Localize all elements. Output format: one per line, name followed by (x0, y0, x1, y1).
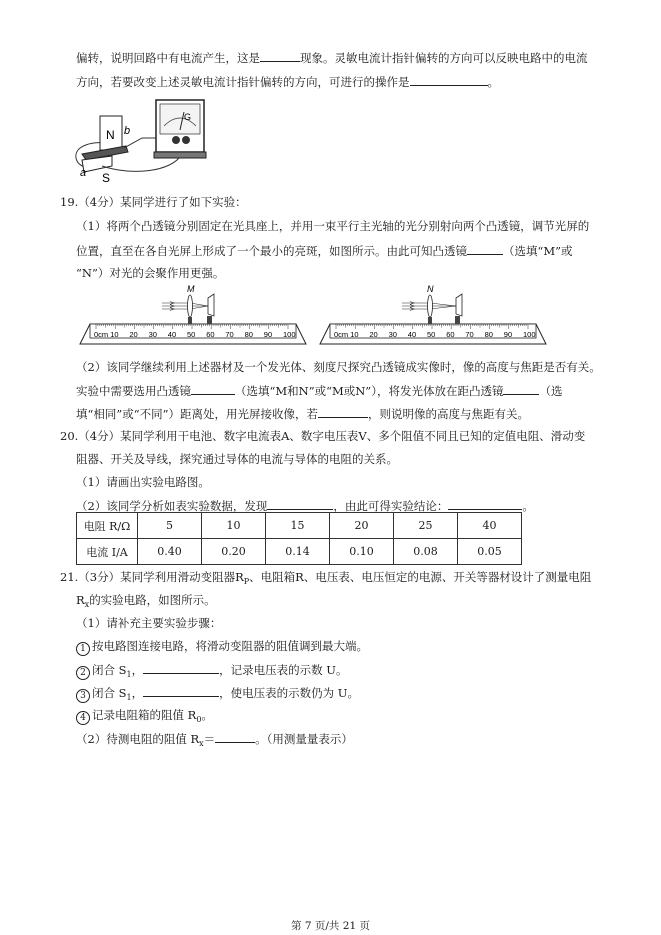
q20-header-line1: 20.（4分）某同学利用干电池、数字电流表A、数字电压表V、多个阻值不同且已知的定值电阻、滑动变 (60, 429, 586, 443)
point-a-label: a (80, 167, 87, 179)
light-ray (430, 306, 456, 309)
s-pole-label: S (102, 171, 111, 184)
q21-text: ＝ (203, 732, 216, 746)
tick-label: 50 (427, 330, 436, 339)
table-cell: 25 (394, 513, 458, 539)
tick-label: 70 (465, 330, 474, 339)
answer-blank[interactable] (503, 383, 539, 395)
q21-text: （2）待测电阻的阻值 R (76, 732, 200, 746)
tick-label: 60 (446, 330, 455, 339)
subscript: 1 (126, 693, 132, 702)
tick-label: 10 (110, 330, 119, 339)
q20-header-line2: 阻器、开关及导线，探究通过导体的电流与导体的电阻的关系。 (76, 452, 398, 466)
q18-line2 (76, 74, 499, 89)
tick-label: 90 (503, 330, 513, 339)
subscript: 1 (126, 670, 132, 679)
answer-blank[interactable] (467, 243, 503, 255)
page-footer: 第 7 页/共 21 页 (291, 920, 370, 932)
tick-label: 10 (350, 330, 359, 339)
q18-line1 (76, 50, 588, 65)
q21-text: 。（用测量量表示） (255, 732, 353, 746)
q21-text: 、电阻箱R、电压表、电压恒定的电源、开关等器材设计了测量电阻 (249, 570, 592, 584)
tick-label: 0cm (334, 330, 349, 339)
q19-p2-line3 (76, 406, 529, 421)
q21-text: 的实验电路，如图所示。 (89, 593, 216, 607)
optical-bench-n (320, 284, 546, 344)
q21-text: 。 (201, 708, 213, 722)
q21-p2 (76, 731, 353, 751)
answer-blank[interactable] (143, 662, 219, 674)
table-cell: 15 (266, 513, 330, 539)
q19-p1-line1: （1）将两个凸透镜分别固定在光具座上，并用一束平行主光轴的光分别射向两个凸透镜，调节光屏的 (76, 219, 590, 233)
lens-holder (188, 317, 192, 324)
convex-lens (188, 295, 193, 317)
q19-p1-line2 (76, 243, 573, 258)
q21-step4 (76, 708, 213, 727)
tick-label: 40 (167, 330, 177, 339)
q21-step1 (76, 639, 368, 656)
q18-text: 现象。灵敏电流计指针偏转的方向可以反映电路中的电流 (300, 51, 588, 65)
q19-header: 19.（4分）某同学进行了如下实验： (60, 195, 247, 209)
tick-label: 20 (369, 330, 378, 339)
row-label: 电流 I/A (77, 539, 138, 565)
q19-p2-line1: （2）该同学继续利用上述器材及一个发光体、刻度尺探究凸透镜成实像时，像的高度与焦距是否有关。 (76, 360, 601, 374)
answer-blank[interactable] (260, 50, 300, 62)
tick-label: 100 (283, 330, 296, 339)
q21-text: R (76, 593, 85, 607)
answer-blank[interactable] (410, 74, 488, 86)
galvanometer-base (154, 152, 206, 158)
q19-text: （选填“M”或 (503, 244, 573, 258)
light-screen (456, 294, 462, 316)
q18-text: 偏转，说明回路中有电流产生，这是 (76, 51, 260, 65)
table-cell: 0.40 (138, 539, 202, 565)
galvanometer-label: G (184, 112, 192, 122)
tick-label: 30 (148, 330, 157, 339)
tick-label: 60 (206, 330, 215, 339)
table-cell: 5 (138, 513, 202, 539)
q21-text: 闭合 S (92, 663, 127, 677)
resistance-current-table (76, 512, 522, 565)
lens-label: N (427, 284, 434, 294)
tick-label: 30 (388, 330, 397, 339)
q19-text: （选 (539, 384, 563, 398)
answer-blank[interactable] (318, 406, 368, 418)
tick-label: 0cm (94, 330, 109, 339)
lens-label: M (187, 284, 195, 294)
terminal (182, 136, 190, 144)
table-cell: 10 (202, 513, 266, 539)
answer-blank[interactable] (448, 498, 522, 510)
table-cell: 0.08 (394, 539, 458, 565)
n-pole-label: N (106, 128, 115, 142)
q20-text: 。 (522, 499, 534, 513)
table-cell: 20 (330, 513, 394, 539)
q21-text: 记录电阻箱的阻值 R (92, 708, 197, 722)
electromagnetic-induction-figure (72, 96, 212, 184)
q21-text: ， (131, 663, 144, 677)
subscript: 0 (196, 715, 202, 724)
table-cell: 0.10 (330, 539, 394, 565)
q20-text: （2）该同学分析如表实验数据，发现 (76, 499, 268, 513)
screen-holder (207, 316, 212, 324)
q19-p2-line2 (76, 383, 562, 398)
q18-text: 。 (487, 75, 499, 89)
row-label: 电阻 R/Ω (77, 513, 138, 539)
convex-lens (428, 295, 433, 317)
q19-text: ，则说明像的高度与焦距有关。 (368, 407, 530, 421)
q19-text: （选填“M和N”或“M或N”），将发光体放在距凸透镜 (235, 384, 504, 398)
table-cell: 0.14 (266, 539, 330, 565)
q21-header (60, 570, 591, 589)
q21-text: 按电路图连接电路，将滑动变阻器的阻值调到最大端。 (92, 639, 368, 653)
step-number: 1 (76, 642, 90, 656)
step-number: 3 (76, 689, 90, 703)
q20-p1: （1）请画出实验电路图。 (76, 475, 210, 489)
q19-p1-line3: “N”）对光的会聚作用更强。 (76, 266, 225, 280)
subscript: P (243, 577, 250, 586)
table-row (77, 513, 522, 539)
q21-text: ， (131, 686, 144, 700)
q21-text: ，记录电压表的示数 U。 (219, 663, 348, 677)
q21-step3 (76, 685, 359, 705)
wire (124, 138, 160, 148)
answer-blank[interactable] (191, 383, 235, 395)
q18-text: 方向，若要改变上述灵敏电流计指针偏转的方向，可进行的操作是 (76, 75, 410, 89)
q21-text: 21.（3分）某同学利用滑动变阻器R (60, 570, 244, 584)
q21-p1: （1）请补充主要实验步骤： (76, 616, 222, 630)
table-cell: 0.20 (202, 539, 266, 565)
q21-text: 闭合 S (92, 686, 127, 700)
answer-blank[interactable] (143, 685, 219, 697)
q21-line2 (76, 593, 216, 612)
tick-label: 50 (187, 330, 196, 339)
subscript: x (84, 600, 90, 609)
q20-text: ，由此可得实验结论： (333, 499, 449, 513)
tick-label: 90 (263, 330, 273, 339)
q20-p2 (76, 498, 534, 513)
q19-text: 填“相同”或“不同”）距离处，用光屏接收像，若 (76, 407, 319, 421)
point-b-label: b (124, 125, 131, 137)
answer-blank[interactable] (267, 498, 333, 510)
optical-bench-m (80, 284, 306, 344)
step-number: 2 (76, 666, 90, 680)
terminal (172, 136, 180, 144)
q21-step2 (76, 662, 348, 682)
lens-holder (428, 317, 432, 324)
q19-text: 位置，直至在各自光屏上形成了一个最小的亮斑，如图所示。由此可知凸透镜 (76, 244, 467, 258)
table-row (77, 539, 522, 565)
light-screen (208, 294, 214, 316)
tick-label: 80 (244, 330, 253, 339)
q19-text: 实验中需要选用凸透镜 (76, 384, 191, 398)
tick-label: 40 (407, 330, 417, 339)
q21-text: ，使电压表的示数仍为 U。 (219, 686, 359, 700)
table-cell: 40 (458, 513, 522, 539)
tick-label: 80 (484, 330, 493, 339)
answer-blank[interactable] (215, 731, 255, 743)
optical-bench-figure (78, 282, 548, 348)
step-number: 4 (76, 711, 90, 725)
tick-label: 100 (523, 330, 536, 339)
tick-label: 70 (225, 330, 234, 339)
tick-label: 20 (129, 330, 138, 339)
screen-holder (455, 316, 460, 324)
subscript: x (199, 739, 204, 748)
light-ray (430, 303, 456, 306)
table-cell: 0.05 (458, 539, 522, 565)
